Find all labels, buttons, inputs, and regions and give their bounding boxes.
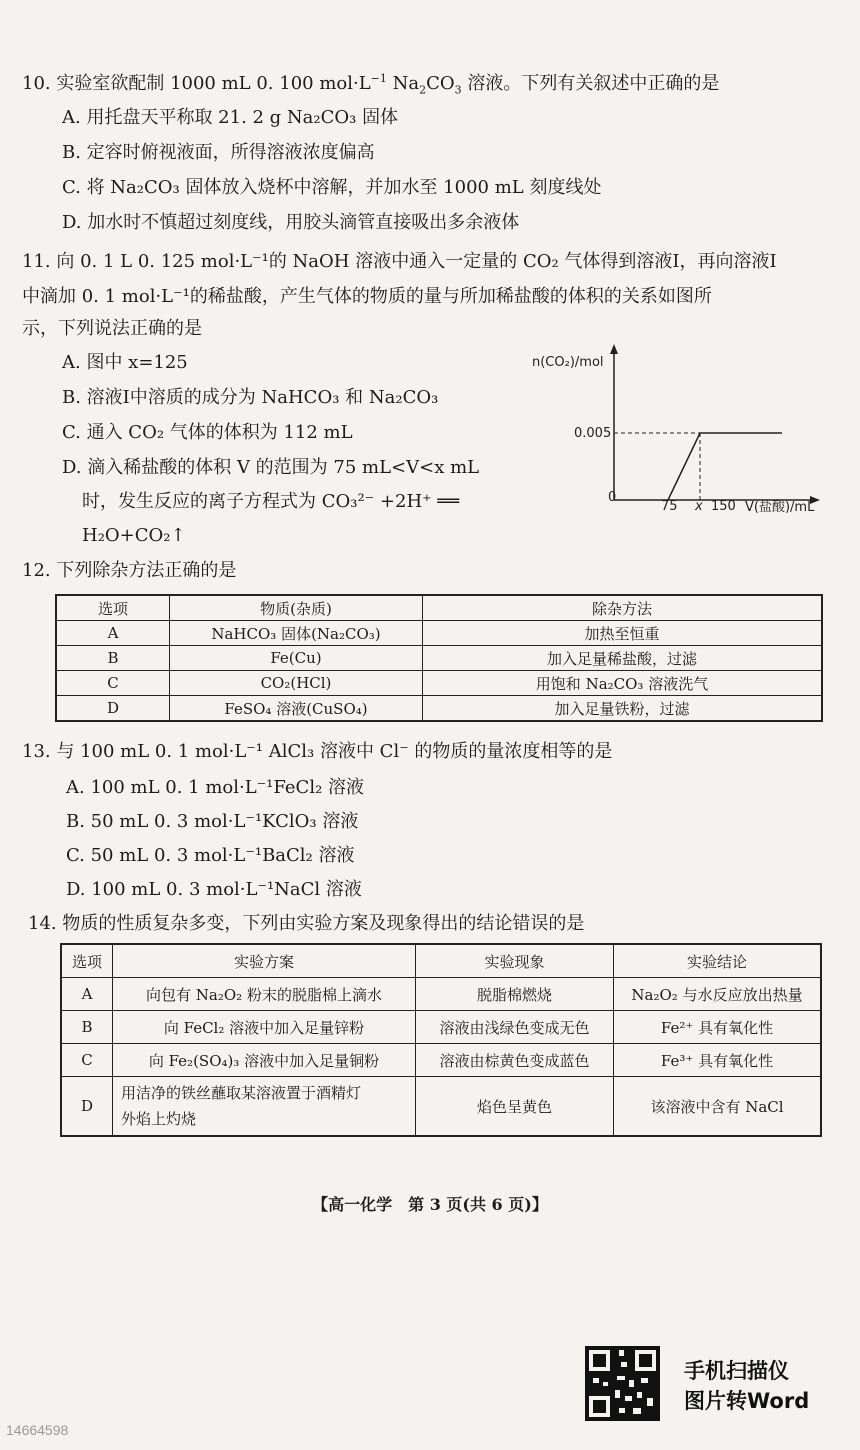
- table-header-cell: 实验方案: [113, 944, 416, 978]
- table-cell: D: [56, 696, 170, 722]
- graph-x-tick-75: 75: [661, 499, 678, 514]
- graph-y-tick: 0.005: [574, 426, 612, 441]
- table-cell: 用饱和 Na₂CO₃ 溶液洗气: [423, 671, 823, 696]
- graph-y-axis-arrow: [610, 344, 618, 354]
- graph-x-tick-x: x: [695, 499, 703, 514]
- q12-stem: 12. 下列除杂方法正确的是: [22, 560, 237, 581]
- table-cell: D: [61, 1077, 113, 1137]
- table-cell: 向 Fe₂(SO₄)₃ 溶液中加入足量铜粉: [113, 1044, 416, 1077]
- table-cell: Na₂O₂ 与水反应放出热量: [614, 978, 822, 1011]
- q11-option-c: C. 通入 CO₂ 气体的体积为 112 mL: [62, 422, 353, 443]
- table-row: [56, 646, 822, 671]
- q10-option-b: B. 定容时俯视液面，所得溶液浓度偏高: [62, 142, 375, 163]
- table-row: [56, 671, 822, 696]
- q14-stem: 14. 物质的性质复杂多变，下列由实验方案及现象得出的结论错误的是: [28, 913, 585, 934]
- table-cell: 脱脂棉燃烧: [416, 978, 614, 1011]
- table-cell: Fe(Cu): [170, 646, 423, 671]
- graph-origin-label: 0: [608, 490, 617, 505]
- table-header-cell: 选项: [61, 944, 113, 978]
- scanner-line2: 图片转Word: [684, 1389, 810, 1413]
- q11-graph: [532, 340, 830, 520]
- graph-data-line: [668, 433, 782, 500]
- table-cell: 加热至恒重: [423, 621, 823, 646]
- table-cell: Fe³⁺ 具有氧化性: [614, 1044, 822, 1077]
- q10-option-c: C. 将 Na₂CO₃ 固体放入烧杯中溶解，并加水至 1000 mL 刻度线处: [62, 177, 602, 198]
- plan-line: 用洁净的铁丝蘸取某溶液置于酒精灯: [121, 1084, 362, 1102]
- q13-option-a: A. 100 mL 0. 1 mol·L⁻¹FeCl₂ 溶液: [66, 777, 365, 798]
- q13-stem: 13. 与 100 mL 0. 1 mol·L⁻¹ AlCl₃ 溶液中 Cl⁻ 的物质的量浓度相等的是: [22, 741, 613, 762]
- table-cell: A: [56, 621, 170, 646]
- q11-option-a: A. 图中 x=125: [62, 352, 188, 373]
- q11-stem-line2: 中滴加 0. 1 mol·L⁻¹的稀盐酸，产生气体的物质的量与所加稀盐酸的体积的关系如图所: [22, 286, 712, 307]
- table-row: [56, 696, 822, 722]
- table-cell: [113, 1077, 416, 1137]
- table-cell: 向 FeCl₂ 溶液中加入足量锌粉: [113, 1011, 416, 1044]
- q10-stem: 10. 实验室欲配制 1000 mL 0. 100 $mol\cdot L^{-1}$ $Na_2CO_3$ 溶液。下列有关叙述中正确的是: [22, 72, 720, 97]
- q13-option-b: B. 50 mL 0. 3 mol·L⁻¹KClO₃ 溶液: [66, 811, 359, 832]
- q14-table: [60, 943, 822, 1137]
- table-cell: C: [61, 1044, 113, 1077]
- plan-line: 外焰上灼烧: [121, 1110, 197, 1128]
- table-row: [61, 1077, 821, 1137]
- q11-stem-line1: 11. 向 0. 1 L 0. 125 mol·L⁻¹的 NaOH 溶液中通入一定量的 CO₂ 气体得到溶液Ⅰ，再向溶液Ⅰ: [22, 251, 777, 272]
- q11-option-d-line3: H₂O+CO₂↑: [82, 525, 186, 546]
- table-cell: 溶液由棕黄色变成蓝色: [416, 1044, 614, 1077]
- page-footer: 【高一化学 第 3 页(共 6 页)】: [312, 1195, 548, 1214]
- table-header-cell: 选项: [56, 595, 170, 621]
- table-row: [61, 1044, 821, 1077]
- q11-option-d-line2: 时，发生反应的离子方程式为 CO₃²⁻ +2H⁺ ══: [82, 491, 460, 512]
- q10-option-a: A. 用托盘天平称取 21. 2 g Na₂CO₃ 固体: [62, 107, 399, 128]
- table-cell: CO₂(HCl): [170, 671, 423, 696]
- table-header-row: [61, 944, 821, 978]
- table-row: [61, 978, 821, 1011]
- graph-x-label: V(盐酸)/mL: [745, 500, 815, 515]
- graph-y-label: n(CO₂)/mol: [532, 355, 604, 370]
- q13-option-c: C. 50 mL 0. 3 mol·L⁻¹BaCl₂ 溶液: [66, 845, 355, 866]
- q10-option-d: D. 加水时不慎超过刻度线，用胶头滴管直接吸出多余液体: [62, 212, 520, 233]
- table-cell: 加入足量铁粉，过滤: [423, 696, 823, 722]
- q11-option-b: B. 溶液Ⅰ中溶质的成分为 NaHCO₃ 和 Na₂CO₃: [62, 387, 439, 408]
- table-cell: Fe²⁺ 具有氧化性: [614, 1011, 822, 1044]
- table-cell: NaHCO₃ 固体(Na₂CO₃): [170, 621, 423, 646]
- table-cell: B: [61, 1011, 113, 1044]
- q13-option-d: D. 100 mL 0. 3 mol·L⁻¹NaCl 溶液: [66, 879, 362, 900]
- scanner-line1: 手机扫描仪: [684, 1359, 789, 1383]
- q12-table: [55, 594, 823, 722]
- q11-stem-line3: 示，下列说法正确的是: [22, 318, 202, 339]
- table-header-cell: 除杂方法: [423, 595, 823, 621]
- table-header-row: [56, 595, 822, 621]
- table-row: [61, 1011, 821, 1044]
- table-cell: C: [56, 671, 170, 696]
- table-header-cell: 实验结论: [614, 944, 822, 978]
- table-cell: A: [61, 978, 113, 1011]
- table-cell: 加入足量稀盐酸，过滤: [423, 646, 823, 671]
- qr-code-icon: [585, 1346, 660, 1421]
- table-header-cell: 实验现象: [416, 944, 614, 978]
- q11-option-d-line1: D. 滴入稀盐酸的体积 V 的范围为 75 mL<V<x mL: [62, 457, 480, 478]
- document-id: 14664598: [6, 1422, 69, 1438]
- table-row: [56, 621, 822, 646]
- graph-x-tick-150: 150: [711, 499, 736, 514]
- table-cell: B: [56, 646, 170, 671]
- table-cell: FeSO₄ 溶液(CuSO₄): [170, 696, 423, 722]
- table-cell: 焰色呈黄色: [416, 1077, 614, 1137]
- table-cell: 向包有 Na₂O₂ 粉末的脱脂棉上滴水: [113, 978, 416, 1011]
- table-cell: 溶液由浅绿色变成无色: [416, 1011, 614, 1044]
- table-cell: 该溶液中含有 NaCl: [614, 1077, 822, 1137]
- table-header-cell: 物质(杂质): [170, 595, 423, 621]
